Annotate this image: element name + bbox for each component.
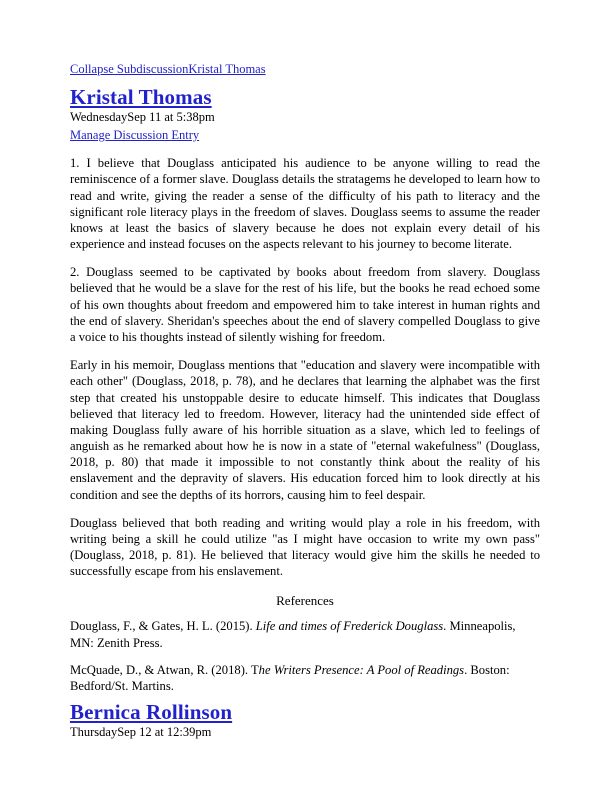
author-name-link[interactable]: Bernica Rollinson bbox=[70, 700, 233, 724]
entry-timestamp: WednesdaySep 11 at 5:38pm bbox=[70, 109, 215, 124]
discussion-entry bbox=[70, 85, 540, 694]
author-name-link[interactable]: Kristal Thomas bbox=[70, 84, 212, 109]
discussion-entry-next bbox=[70, 700, 232, 742]
entry-paragraph: 2. Douglass seemed to be captivated by books about freedom from slavery. Douglass believed that he would be a slave for the rest of his life, but the books he read echoed some of his own thoughts about freedom and empowered him to take interest in human rights and the end of slavery. Sheridan's speeches about the end of slavery compelled Douglass to give a voice to his thoughts instead of silently wishing for freedom. bbox=[70, 265, 540, 344]
entry-paragraph: 1. I believe that Douglass anticipated his audience to be anyone willing to read the reminiscence of a former slave. Douglass details the stratagems he developed to learn how to read and write, giving the reader a sense of the difficulty of his path to literacy and the significant role literacy plays in the freedom of slaves. Douglass seems to assume the reader knows at least the basics of slavery because he does not explain every detail of his experience and instead focuses on the aspects relevant to his journey to become literate. bbox=[70, 156, 540, 252]
reference-prefix: McQuade, D., & Atwan, R. (2018). T bbox=[70, 662, 259, 677]
reference-item bbox=[70, 662, 540, 694]
manage-discussion-entry-row bbox=[70, 127, 540, 143]
reference-item bbox=[70, 618, 540, 650]
collapse-subdiscussion-link[interactable]: Collapse SubdiscussionKristal Thomas bbox=[70, 62, 266, 76]
reference-title: Life and times of Frederick Douglass bbox=[255, 619, 444, 634]
reference-suffix: . Minneapolis, MN: Zenith Press. bbox=[70, 619, 516, 650]
collapse-subdiscussion-row bbox=[70, 62, 540, 78]
entry-paragraph: Douglass believed that both reading and writing would play a role in his freedom, with writing being a skill he could utilize "as I might have occasion to write my own pass" (Douglass, 2018, p. 81). He believed that literacy would give him the skills he needed to successfully escape from his enslavement. bbox=[70, 515, 540, 579]
entry-paragraph: Early in his memoir, Douglass mentions that "education and slavery were incompatible with each other" (Douglass, 2018, p. 78), and he declares that learning the alphabet was the first step that created his unstoppable desire to educate himself. This indicates that Douglass believed that literacy led to freedom. However, literacy had the unintended side effect of making Douglass fully aware of his horrible situation as a slave, which led to feelings of anguish as he remarked about how he is now in a state of "eternal wakefulness" (Douglass, 2018, p. 80) that made it impossible to not constantly think about the reality of his enslavement and the depravity of slavers. His education forced him to look directly at his condition and see the depths of its horrors, causing him to feel despair. bbox=[70, 358, 540, 502]
reference-suffix: . Boston: Bedford/St. Martins. bbox=[70, 662, 510, 693]
manage-discussion-entry-link[interactable]: Manage Discussion Entry bbox=[70, 128, 200, 143]
reference-prefix: Douglass, F., & Gates, H. L. (2015). bbox=[70, 619, 256, 634]
entry-timestamp: ThursdaySep 12 at 12:39pm bbox=[70, 725, 212, 740]
references-heading: References bbox=[276, 593, 334, 609]
reference-title: he Writers Presence: A Pool of Readings bbox=[258, 662, 465, 677]
